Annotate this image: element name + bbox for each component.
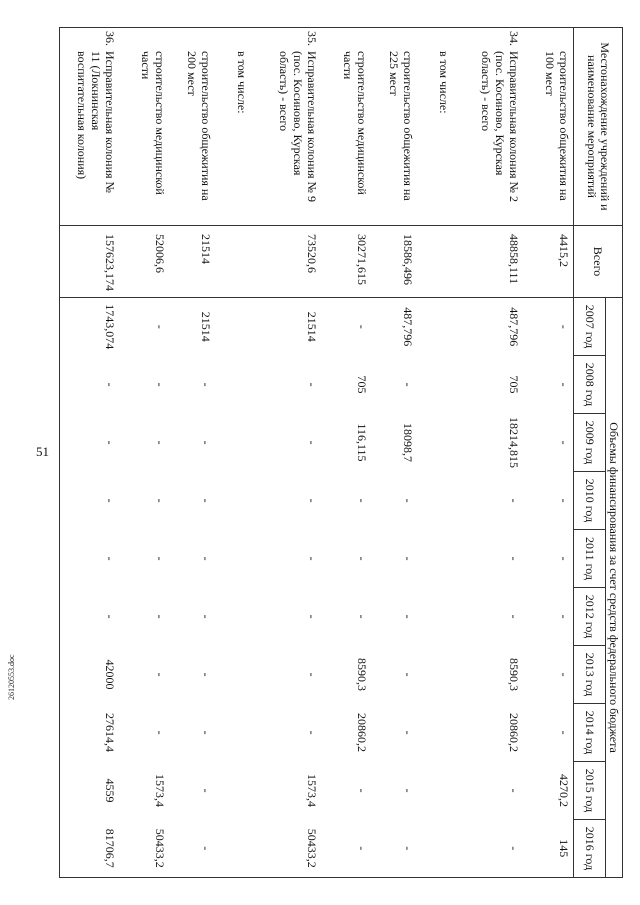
table-row bbox=[322, 28, 372, 878]
row-total: 48858,111 bbox=[454, 226, 524, 298]
year-value-cell: 50433,2 bbox=[120, 820, 170, 878]
year-value-cell: 487,796 bbox=[454, 298, 524, 356]
year-value-cell: - bbox=[199, 498, 214, 503]
year-value-cell: 21514 bbox=[170, 298, 216, 356]
table-row bbox=[170, 28, 216, 878]
row-total: 21514 bbox=[170, 226, 216, 298]
year-value-cell: 4270,2 bbox=[557, 774, 571, 807]
page-number: 51 bbox=[36, 444, 49, 459]
row-label-cell bbox=[524, 28, 574, 226]
year-value-cell: 4559 bbox=[60, 762, 120, 820]
row-label-cell bbox=[120, 28, 170, 226]
year-value-cell: - bbox=[401, 730, 416, 735]
year-value-cell: - bbox=[199, 730, 214, 735]
year-value-cell: - bbox=[322, 298, 372, 356]
year-value-cell: - bbox=[401, 672, 416, 677]
year-value-cell: - bbox=[153, 556, 168, 561]
row-total: 18586,496 bbox=[372, 226, 418, 298]
year-value-cell: - bbox=[557, 614, 571, 619]
year-value-cell bbox=[216, 704, 252, 762]
table-row bbox=[418, 28, 454, 878]
table-header bbox=[574, 28, 623, 878]
year-value-cell: - bbox=[60, 472, 120, 530]
year-value-cell: - bbox=[199, 382, 214, 387]
year-value-cell: 145 bbox=[524, 820, 574, 878]
column-header-year: 2010 год bbox=[574, 472, 606, 530]
year-value-cell: 116,115 bbox=[355, 423, 370, 462]
year-value-cell: 705 bbox=[507, 375, 522, 394]
row-name: строительство общежития на 100 мест bbox=[543, 51, 571, 201]
row-name: строительство медицинской части bbox=[139, 51, 168, 195]
year-value-cell bbox=[418, 588, 454, 646]
year-value-cell: 50433,2 bbox=[252, 820, 322, 878]
year-value-cell: - bbox=[60, 356, 120, 414]
year-value-cell bbox=[418, 298, 454, 356]
row-name: Исправительная колония № 2 (пос. Косиново, Курская область) - всего bbox=[479, 51, 522, 202]
row-name: строительство медицинской части bbox=[341, 51, 370, 195]
row-label-cell bbox=[454, 28, 524, 226]
row-name: Исправительная колония № 11 (Локнинская воспитательная колония) bbox=[75, 51, 118, 193]
row-name: в том числе: bbox=[437, 51, 452, 114]
year-value-cell bbox=[216, 530, 252, 588]
year-value-cell: - bbox=[372, 820, 418, 878]
year-value-cell: 8590,3 bbox=[507, 658, 522, 691]
row-label-cell bbox=[252, 28, 322, 226]
row-number: 34. bbox=[507, 31, 522, 46]
year-value-cell: - bbox=[305, 556, 320, 561]
year-value-cell: - bbox=[199, 614, 214, 619]
year-value-cell: - bbox=[557, 672, 571, 677]
row-total: 30271,615 bbox=[322, 226, 372, 298]
row-total: 52006,6 bbox=[120, 226, 170, 298]
column-header-year: 2009 год bbox=[574, 414, 606, 472]
table-row bbox=[252, 28, 322, 878]
year-value-cell bbox=[418, 472, 454, 530]
year-value-cell bbox=[418, 704, 454, 762]
year-value-cell: - bbox=[60, 588, 120, 646]
year-value-cell: - bbox=[557, 440, 571, 445]
row-label-cell bbox=[418, 28, 454, 226]
year-value-cell: - bbox=[153, 672, 168, 677]
document-footer: 26120553.doc bbox=[7, 654, 16, 700]
year-value-cell: - bbox=[153, 498, 168, 503]
year-value-cell: - bbox=[507, 614, 522, 619]
year-value-cell: - bbox=[557, 556, 571, 561]
table-row bbox=[60, 28, 120, 878]
year-value-cell: - bbox=[170, 820, 216, 878]
year-value-cell: - bbox=[153, 614, 168, 619]
year-value-cell: 20860,2 bbox=[507, 713, 522, 752]
row-total bbox=[418, 226, 454, 298]
year-value-cell: - bbox=[305, 440, 320, 445]
year-value-cell: 8590,3 bbox=[355, 658, 370, 691]
year-value-cell: 705 bbox=[355, 375, 370, 394]
row-number: 36. bbox=[103, 31, 118, 46]
year-value-cell: 1573,4 bbox=[305, 774, 320, 807]
budget-table bbox=[59, 27, 623, 878]
year-value-cell: - bbox=[557, 730, 571, 735]
year-value-cell: - bbox=[355, 614, 370, 619]
row-total: 73520,6 bbox=[252, 226, 322, 298]
year-value-cell: - bbox=[305, 730, 320, 735]
year-value-cell: - bbox=[153, 382, 168, 387]
column-header-year: 2016 год bbox=[574, 820, 606, 878]
column-header-year: 2015 год bbox=[574, 762, 606, 820]
year-value-cell: - bbox=[322, 820, 372, 878]
year-value-cell: - bbox=[305, 498, 320, 503]
year-value-cell bbox=[216, 356, 252, 414]
table-row bbox=[454, 28, 524, 878]
budget-table-container bbox=[61, 27, 623, 877]
year-value-cell: 1573,4 bbox=[153, 774, 168, 807]
column-header-total: Всего bbox=[574, 226, 623, 298]
row-label-cell bbox=[216, 28, 252, 226]
year-value-cell: 42000 bbox=[60, 646, 120, 704]
row-name: Исправительная колония № 9 (пос. Косиново, Курская область) - всего bbox=[277, 51, 320, 202]
year-value-cell: - bbox=[401, 556, 416, 561]
year-value-cell bbox=[418, 646, 454, 704]
row-total bbox=[216, 226, 252, 298]
year-value-cell: 20860,2 bbox=[355, 713, 370, 752]
year-value-cell bbox=[418, 414, 454, 472]
table-row bbox=[216, 28, 252, 878]
row-label-cell bbox=[322, 28, 372, 226]
year-value-cell bbox=[418, 762, 454, 820]
year-value-cell bbox=[216, 820, 252, 878]
year-value-cell: - bbox=[355, 556, 370, 561]
year-value-cell: - bbox=[355, 498, 370, 503]
year-value-cell: - bbox=[507, 556, 522, 561]
year-value-cell: 27614,4 bbox=[60, 704, 120, 762]
year-value-cell: - bbox=[305, 672, 320, 677]
year-value-cell bbox=[216, 472, 252, 530]
row-name: строительство общежития на 225 мест bbox=[387, 51, 416, 201]
year-value-cell: - bbox=[401, 788, 416, 793]
year-value-cell bbox=[418, 530, 454, 588]
row-name: в том числе: bbox=[235, 51, 250, 114]
year-value-cell bbox=[418, 820, 454, 878]
column-header-year: 2013 год bbox=[574, 646, 606, 704]
table-row bbox=[372, 28, 418, 878]
year-value-cell: - bbox=[557, 382, 571, 387]
year-value-cell: 18098,7 bbox=[401, 423, 416, 462]
year-value-cell: - bbox=[60, 414, 120, 472]
row-total: 157623,174 bbox=[60, 226, 120, 298]
year-value-cell: - bbox=[507, 788, 522, 793]
year-value-cell: 21514 bbox=[252, 298, 322, 356]
year-value-cell: - bbox=[557, 498, 571, 503]
year-value-cell: - bbox=[454, 820, 524, 878]
year-value-cell bbox=[216, 762, 252, 820]
year-value-cell: - bbox=[199, 556, 214, 561]
row-label-cell bbox=[170, 28, 216, 226]
year-value-cell: 487,796 bbox=[372, 298, 418, 356]
year-value-cell: 81706,7 bbox=[60, 820, 120, 878]
year-value-cell: - bbox=[153, 440, 168, 445]
year-value-cell: - bbox=[120, 298, 170, 356]
year-value-cell bbox=[216, 588, 252, 646]
year-value-cell: - bbox=[60, 530, 120, 588]
year-value-cell: - bbox=[524, 298, 574, 356]
row-number: 35. bbox=[305, 31, 320, 46]
year-value-cell: - bbox=[401, 498, 416, 503]
table-body bbox=[60, 28, 574, 878]
year-value-cell: - bbox=[355, 788, 370, 793]
year-value-cell: - bbox=[199, 788, 214, 793]
year-value-cell bbox=[216, 646, 252, 704]
year-value-cell bbox=[216, 298, 252, 356]
row-label-cell bbox=[60, 28, 120, 226]
column-header-year: 2007 год bbox=[574, 298, 606, 356]
column-header-year: 2011 год bbox=[574, 530, 606, 588]
year-value-cell bbox=[418, 356, 454, 414]
year-value-cell: - bbox=[153, 730, 168, 735]
column-group-header: Объемы финансирования за счет средств федерального бюджета bbox=[606, 298, 623, 878]
row-label-cell bbox=[372, 28, 418, 226]
year-value-cell: - bbox=[507, 498, 522, 503]
column-header-year: 2014 год bbox=[574, 704, 606, 762]
year-value-cell: 1743,074 bbox=[60, 298, 120, 356]
year-value-cell bbox=[216, 414, 252, 472]
year-value-cell: - bbox=[401, 614, 416, 619]
table-row bbox=[524, 28, 574, 878]
row-name: строительство общежития на 200 мест bbox=[185, 51, 214, 201]
year-value-cell: - bbox=[305, 614, 320, 619]
year-value-cell: - bbox=[199, 672, 214, 677]
column-header-year: 2008 год bbox=[574, 356, 606, 414]
row-total: 4415,2 bbox=[524, 226, 574, 298]
year-value-cell: - bbox=[305, 382, 320, 387]
year-value-cell: 18214,815 bbox=[507, 417, 522, 468]
column-header-year: 2012 год bbox=[574, 588, 606, 646]
year-value-cell: - bbox=[401, 382, 416, 387]
table-row bbox=[120, 28, 170, 878]
year-value-cell: - bbox=[199, 440, 214, 445]
column-header-name: Местонахождение учреждений и наименование мероприятий bbox=[574, 28, 623, 226]
